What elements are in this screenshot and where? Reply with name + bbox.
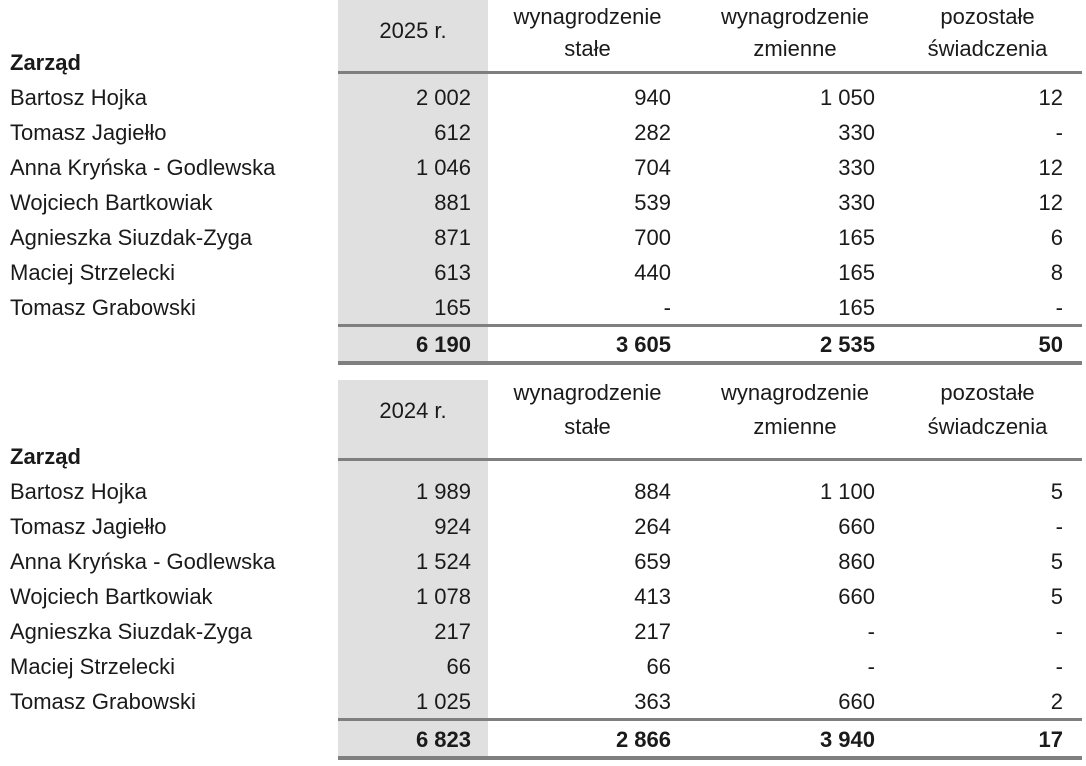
cell-total: 1 078 (415, 584, 471, 609)
row-name: Tomasz Jagiełło (10, 514, 167, 539)
cell-variable: 1 050 (819, 85, 875, 110)
cell-other: 12 (1038, 85, 1063, 110)
col-header-variable-line2: zmienne (753, 414, 837, 439)
cell-other: 5 (1050, 549, 1063, 574)
year-header-2025: 2025 r. (379, 18, 447, 43)
cell-other: - (1055, 654, 1063, 679)
cell-other: - (1055, 120, 1063, 145)
col-header-variable-line2: zmienne (753, 36, 837, 61)
row-name: Maciej Strzelecki (10, 654, 176, 679)
col-header-other-line1: pozostałe (940, 4, 1035, 29)
cell-fixed: 539 (634, 190, 671, 215)
section-label: Zarząd (10, 444, 81, 469)
cell-variable: 330 (838, 120, 875, 145)
total-bottom-rule (338, 361, 1082, 365)
sum-other: 50 (1038, 332, 1063, 357)
col-header-variable-line1: wynagrodzenie (721, 4, 869, 29)
row-name: Tomasz Grabowski (10, 295, 196, 320)
cell-total: 217 (434, 619, 471, 644)
cell-other: - (1055, 619, 1063, 644)
sum-fixed: 3 605 (615, 332, 671, 357)
cell-variable: 330 (838, 190, 875, 215)
col-header-other-line2: świadczenia (927, 414, 1048, 439)
col-header-fixed-line1: wynagrodzenie (513, 380, 662, 405)
col-header-fixed-line2: stałe (564, 414, 611, 439)
row-name: Anna Kryńska - Godlewska (10, 155, 276, 180)
cell-variable: 660 (838, 584, 875, 609)
sum-total: 6 190 (415, 332, 471, 357)
cell-fixed: 700 (634, 225, 671, 250)
row-name: Bartosz Hojka (10, 85, 147, 110)
cell-fixed: 282 (634, 120, 671, 145)
cell-other: 8 (1050, 260, 1063, 285)
col-header-variable-line1: wynagrodzenie (721, 380, 869, 405)
cell-total: 1 046 (415, 155, 471, 180)
cell-variable: 660 (838, 689, 875, 714)
col-header-other-line1: pozostałe (940, 380, 1035, 405)
total-top-rule (338, 718, 1082, 721)
cell-total: 924 (434, 514, 471, 539)
cell-fixed: 884 (634, 479, 671, 504)
cell-fixed: 264 (634, 514, 671, 539)
cell-total: 66 (446, 654, 471, 679)
sum-fixed: 2 866 (615, 727, 671, 752)
col-header-fixed-line2: stałe (564, 36, 611, 61)
cell-total: 871 (434, 225, 471, 250)
cell-variable: 165 (838, 295, 875, 320)
cell-fixed: - (663, 295, 671, 320)
row-name: Wojciech Bartkowiak (10, 190, 213, 215)
cell-other: 12 (1038, 155, 1063, 180)
cell-fixed: 217 (634, 619, 671, 644)
cell-other: 12 (1038, 190, 1063, 215)
cell-other: 6 (1050, 225, 1063, 250)
cell-total: 1 524 (415, 549, 471, 574)
cell-variable: 165 (838, 260, 875, 285)
year-header-2024: 2024 r. (379, 398, 447, 423)
sum-total: 6 823 (415, 727, 471, 752)
row-name: Agnieszka Siuzdak-Zyga (10, 619, 253, 644)
total-bottom-rule (338, 756, 1082, 760)
cell-variable: - (867, 619, 875, 644)
cell-fixed: 363 (634, 689, 671, 714)
cell-variable: 1 100 (819, 479, 875, 504)
cell-variable: 660 (838, 514, 875, 539)
cell-fixed: 440 (634, 260, 671, 285)
cell-other: 5 (1050, 479, 1063, 504)
cell-total: 2 002 (415, 85, 471, 110)
cell-other: 5 (1050, 584, 1063, 609)
sum-variable: 3 940 (819, 727, 875, 752)
row-name: Agnieszka Siuzdak-Zyga (10, 225, 253, 250)
row-name: Bartosz Hojka (10, 479, 147, 504)
cell-total: 1 989 (415, 479, 471, 504)
cell-total: 612 (434, 120, 471, 145)
row-name: Wojciech Bartkowiak (10, 584, 213, 609)
total-top-rule (338, 324, 1082, 327)
cell-other: - (1055, 514, 1063, 539)
cell-variable: - (867, 654, 875, 679)
sum-variable: 2 535 (819, 332, 875, 357)
cell-total: 165 (434, 295, 471, 320)
cell-variable: 860 (838, 549, 875, 574)
cell-fixed: 704 (634, 155, 671, 180)
cell-variable: 330 (838, 155, 875, 180)
section-label: Zarząd (10, 50, 81, 75)
cell-total: 881 (434, 190, 471, 215)
col-header-other-line2: świadczenia (927, 36, 1048, 61)
col-header-fixed-line1: wynagrodzenie (513, 4, 662, 29)
sum-other: 17 (1038, 727, 1063, 752)
header-rule (338, 458, 1082, 461)
cell-fixed: 940 (634, 85, 671, 110)
cell-fixed: 413 (634, 584, 671, 609)
row-name: Tomasz Grabowski (10, 689, 196, 714)
cell-fixed: 659 (634, 549, 671, 574)
cell-other: 2 (1050, 689, 1063, 714)
row-name: Maciej Strzelecki (10, 260, 176, 285)
cell-total: 1 025 (415, 689, 471, 714)
cell-other: - (1055, 295, 1063, 320)
row-name: Tomasz Jagiełło (10, 120, 167, 145)
row-name: Anna Kryńska - Godlewska (10, 549, 276, 574)
cell-variable: 165 (838, 225, 875, 250)
header-rule (338, 71, 1082, 74)
cell-total: 613 (434, 260, 471, 285)
cell-fixed: 66 (646, 654, 671, 679)
